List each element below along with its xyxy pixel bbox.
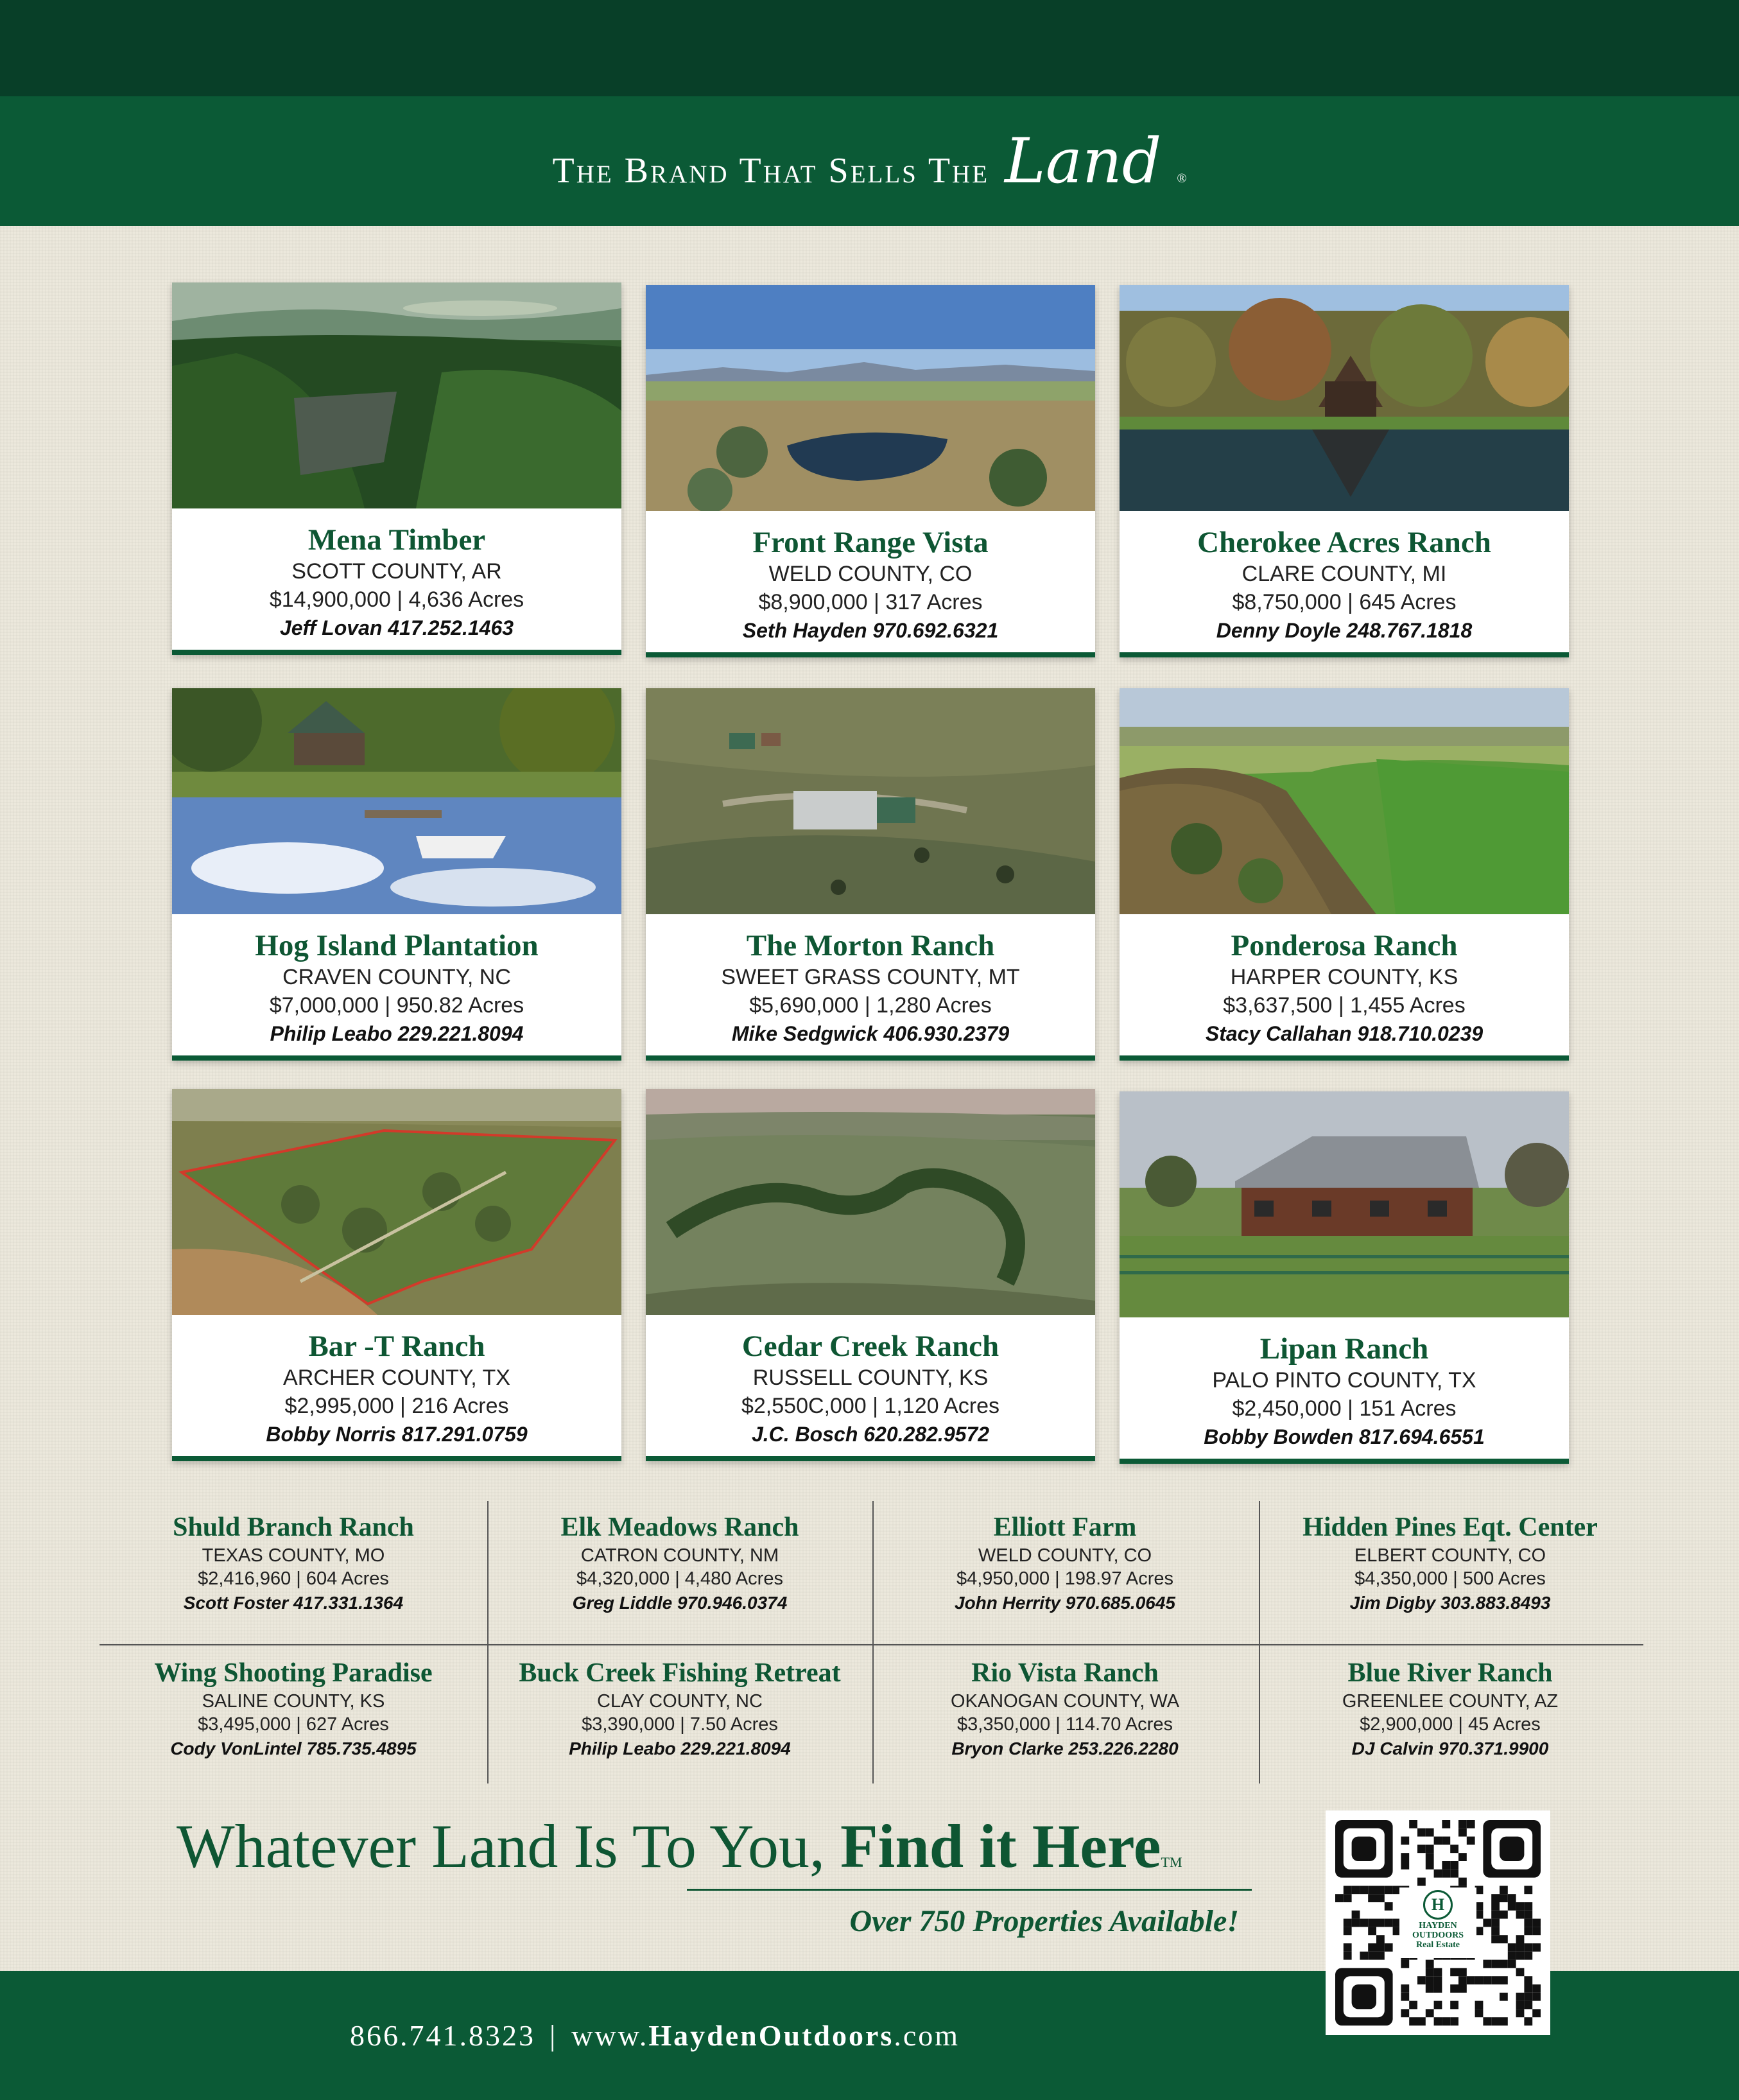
listing-name: Rio Vista Ranch [971, 1658, 1159, 1688]
card-accent-bar [646, 1055, 1095, 1061]
property-card-ponderosa-ranch[interactable] [1120, 688, 1569, 1061]
photo-boat-dock-pond [172, 688, 621, 914]
property-price-acres: $14,900,000 | 4,636 Acres [269, 587, 524, 612]
property-card-cherokee-acres-ranch[interactable] [1120, 285, 1569, 657]
logo-line1: HAYDEN [1419, 1921, 1457, 1931]
listing-price-acres: $2,900,000 | 45 Acres [1360, 1714, 1541, 1735]
registered-mark: ® [1177, 171, 1187, 186]
listing-price-acres: $4,350,000 | 500 Acres [1354, 1568, 1546, 1589]
photo-ranch-house-fence [1120, 1091, 1569, 1317]
photo-rolling-hills-creek [646, 1089, 1095, 1315]
photo-lake-house-forest [1120, 285, 1569, 511]
listing-agent: Philip Leabo 229.221.8094 [569, 1739, 791, 1758]
property-county: CRAVEN COUNTY, NC [282, 965, 511, 989]
listing-agent: Jim Digby 303.883.8493 [1349, 1593, 1551, 1613]
card-accent-bar [1120, 652, 1569, 657]
logo-letter: H [1423, 1890, 1453, 1920]
tagline-part1: Whatever Land Is To You, [177, 1812, 826, 1880]
footer-url-main[interactable]: HaydenOutdoors [648, 2019, 894, 2052]
listing-name: Elliott Farm [993, 1513, 1137, 1542]
property-name: Ponderosa Ranch [1231, 929, 1458, 962]
listing-price-acres: $2,416,960 | 604 Acres [198, 1568, 389, 1589]
footer-url-prefix[interactable]: www. [571, 2019, 649, 2052]
property-card-cedar-creek-ranch[interactable] [646, 1089, 1095, 1461]
listing-name: Elk Meadows Ranch [560, 1513, 799, 1542]
listing-name: Blue River Ranch [1347, 1658, 1553, 1688]
hayden-outdoors-logo [1399, 1887, 1476, 1958]
listing-vertical-divider [1259, 1501, 1260, 1783]
property-card-hog-island-plantation[interactable] [172, 688, 621, 1061]
property-county: SCOTT COUNTY, AR [291, 559, 502, 584]
property-price-acres: $7,000,000 | 950.82 Acres [269, 993, 524, 1018]
card-accent-bar [1120, 1055, 1569, 1061]
property-name: Mena Timber [307, 523, 486, 557]
listing-shuld-branch-ranch[interactable] [104, 1511, 483, 1616]
listing-agent: Scott Foster 417.331.1364 [183, 1593, 404, 1613]
listing-county: TEXAS COUNTY, MO [202, 1545, 385, 1566]
property-county: CLARE COUNTY, MI [1242, 562, 1447, 586]
footer-separator: | [549, 2019, 558, 2052]
property-agent: Mike Sedgwick 406.930.2379 [731, 1022, 1010, 1045]
listing-name: Buck Creek Fishing Retreat [519, 1658, 841, 1688]
listing-wing-shooting-paradise[interactable] [104, 1656, 483, 1762]
property-price-acres: $5,690,000 | 1,280 Acres [749, 993, 992, 1018]
listing-agent: John Herrity 970.685.0645 [955, 1593, 1175, 1613]
property-card-mena-timber[interactable] [172, 282, 621, 655]
property-price-acres: $2,550C,000 | 1,120 Acres [741, 1394, 999, 1418]
property-card-the-morton-ranch[interactable] [646, 688, 1095, 1061]
property-agent: Bobby Bowden 817.694.6551 [1204, 1425, 1485, 1448]
property-agent: J.C. Bosch 620.282.9572 [751, 1423, 989, 1446]
listing-name: Shuld Branch Ranch [173, 1513, 414, 1542]
card-accent-bar [646, 1456, 1095, 1461]
property-county: SWEET GRASS COUNTY, MT [721, 965, 1020, 989]
property-name: Hog Island Plantation [255, 929, 539, 962]
property-agent: Seth Hayden 970.692.6321 [742, 619, 999, 642]
property-name: Lipan Ranch [1259, 1332, 1429, 1366]
property-county: HARPER COUNTY, KS [1230, 965, 1458, 989]
listing-county: WELD COUNTY, CO [978, 1545, 1152, 1566]
top-band [0, 0, 1739, 96]
listing-county: SALINE COUNTY, KS [202, 1691, 385, 1712]
listing-price-acres: $4,320,000 | 4,480 Acres [576, 1568, 783, 1589]
property-price-acres: $3,637,500 | 1,455 Acres [1223, 993, 1466, 1018]
listing-county: ELBERT COUNTY, CO [1354, 1545, 1546, 1566]
tagline-part2: Find it Here [840, 1812, 1161, 1880]
property-price-acres: $8,900,000 | 317 Acres [758, 590, 983, 614]
listing-vertical-divider [487, 1501, 489, 1783]
brand-script: Land [1005, 125, 1162, 197]
listing-county: CATRON COUNTY, NM [580, 1545, 779, 1566]
listing-elk-meadows-ranch[interactable] [490, 1511, 869, 1616]
photo-ranch-buildings-aerial [646, 688, 1095, 914]
footer-contact [0, 1971, 1310, 2100]
property-name: Front Range Vista [752, 526, 989, 559]
property-agent: Bobby Norris 817.291.0759 [266, 1423, 528, 1446]
property-county: PALO PINTO COUNTY, TX [1212, 1368, 1476, 1393]
listing-county: CLAY COUNTY, NC [597, 1691, 763, 1712]
qr-code[interactable] [1326, 1810, 1550, 2035]
listing-agent: Cody VonLintel 785.735.4895 [170, 1739, 417, 1758]
brand-title [552, 125, 1186, 197]
listing-blue-river-ranch[interactable] [1261, 1656, 1640, 1762]
photo-aerial-forest-lake [172, 282, 621, 508]
photo-property-boundary-aerial [172, 1089, 621, 1315]
property-name: Cherokee Acres Ranch [1197, 526, 1491, 559]
listing-price-acres: $3,495,000 | 627 Acres [198, 1714, 389, 1735]
listing-name: Wing Shooting Paradise [154, 1658, 433, 1688]
properties-available: Over 750 Properties Available! [849, 1904, 1239, 1938]
property-price-acres: $8,750,000 | 645 Acres [1232, 590, 1457, 614]
listing-price-acres: $3,390,000 | 7.50 Acres [582, 1714, 778, 1735]
footer-url-suffix[interactable]: .com [894, 2019, 960, 2052]
property-price-acres: $2,450,000 | 151 Acres [1232, 1396, 1457, 1421]
footer-phone[interactable]: 866.741.8323 [349, 2019, 535, 2052]
listing-county: OKANOGAN COUNTY, WA [950, 1691, 1180, 1712]
trademark-mark: TM [1161, 1854, 1182, 1870]
tagline [177, 1810, 1268, 1882]
card-accent-bar [172, 650, 621, 655]
logo-line2: OUTDOORS [1412, 1931, 1464, 1940]
listing-name: Hidden Pines Eqt. Center [1302, 1513, 1598, 1542]
property-price-acres: $2,995,000 | 216 Acres [284, 1394, 509, 1418]
brand-header [0, 96, 1739, 226]
property-name: Bar -T Ranch [308, 1330, 485, 1363]
listing-county: GREENLEE COUNTY, AZ [1342, 1691, 1559, 1712]
property-agent: Philip Leabo 229.221.8094 [270, 1022, 524, 1045]
photo-green-field-treeline [1120, 688, 1569, 914]
listing-price-acres: $3,350,000 | 114.70 Acres [957, 1714, 1173, 1735]
card-accent-bar [646, 652, 1095, 657]
property-card-bar-t-ranch[interactable] [172, 1089, 621, 1461]
listing-agent: DJ Calvin 970.371.9900 [1351, 1739, 1549, 1758]
property-county: RUSSELL COUNTY, KS [752, 1366, 989, 1390]
listing-buck-creek-fishing-retreat[interactable] [490, 1656, 869, 1762]
listing-price-acres: $4,950,000 | 198.97 Acres [956, 1568, 1174, 1589]
tagline-underline [687, 1889, 1252, 1891]
listing-rio-vista-ranch[interactable] [876, 1656, 1254, 1762]
listing-horizontal-divider [99, 1644, 1643, 1645]
property-agent: Jeff Lovan 417.252.1463 [279, 616, 514, 639]
property-card-front-range-vista[interactable] [646, 285, 1095, 657]
listing-vertical-divider [872, 1501, 874, 1783]
property-county: ARCHER COUNTY, TX [283, 1366, 510, 1390]
listing-hidden-pines-eqt-center[interactable] [1261, 1511, 1640, 1616]
property-agent: Denny Doyle 248.767.1818 [1216, 619, 1473, 642]
listing-elliott-farm[interactable] [876, 1511, 1254, 1616]
property-name: Cedar Creek Ranch [741, 1330, 999, 1363]
brand-text: The Brand That Sells The [552, 151, 990, 191]
card-accent-bar [172, 1055, 621, 1061]
logo-line3: Real Estate [1415, 1940, 1460, 1950]
photo-prairie-pond-mountains [646, 285, 1095, 511]
property-card-lipan-ranch[interactable] [1120, 1091, 1569, 1464]
property-agent: Stacy Callahan 918.710.0239 [1205, 1022, 1484, 1045]
listing-agent: Bryon Clarke 253.226.2280 [951, 1739, 1179, 1758]
card-accent-bar [1120, 1459, 1569, 1464]
listing-agent: Greg Liddle 970.946.0374 [572, 1593, 788, 1613]
card-accent-bar [172, 1456, 621, 1461]
property-county: WELD COUNTY, CO [768, 562, 973, 586]
property-name: The Morton Ranch [746, 929, 995, 962]
